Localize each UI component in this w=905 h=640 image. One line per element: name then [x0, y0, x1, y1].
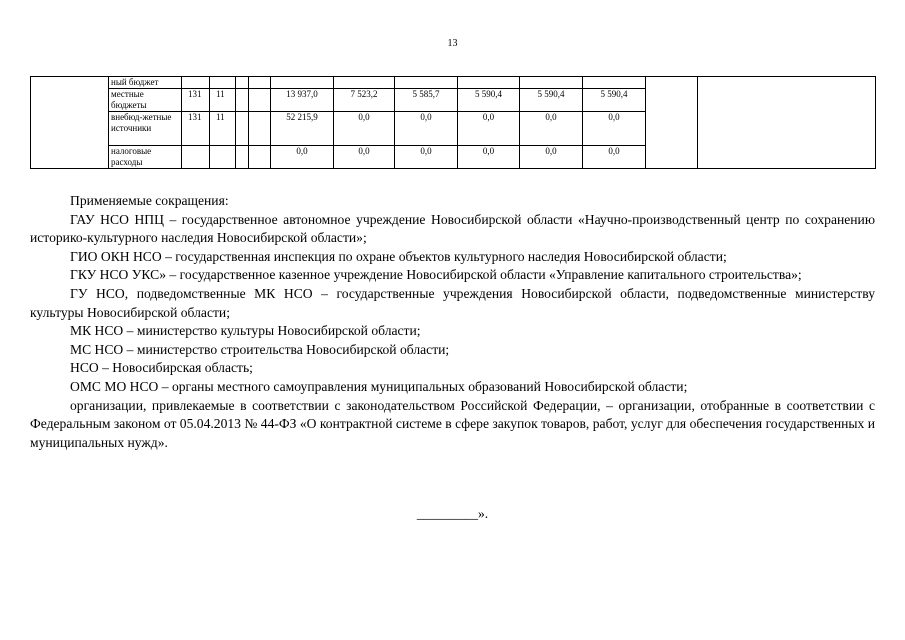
source-cell: местные бюджеты: [109, 89, 182, 112]
value-cell: 0,0: [334, 112, 395, 146]
abbreviations-heading: Применяемые сокращения:: [70, 193, 229, 208]
abbreviation-item: ОМС МО НСО – органы местного самоуправления муниципальных образований Новосибирской области;: [70, 378, 688, 394]
code-cell: [182, 146, 210, 169]
abbreviation-item: НСО – Новосибирская область;: [70, 360, 253, 376]
value-cell: [271, 77, 334, 89]
source-cell: ный бюджет: [109, 77, 182, 89]
code-cell: [210, 146, 236, 169]
merged-right-cell: [698, 77, 876, 169]
source-cell: внебюд-жетные источники: [109, 112, 182, 146]
value-cell: [334, 77, 395, 89]
abbreviation-item: ГКУ НСО УКС» – государственное казенное учреждение Новосибирской области «Управление капитального строительства»;: [70, 267, 802, 283]
value-cell: 0,0: [334, 146, 395, 169]
code-cell: 11: [210, 112, 236, 146]
abbreviation-item: МС НСО – министерство строительства Новосибирской области;: [70, 341, 450, 357]
value-cell: [395, 77, 458, 89]
merged-left-cell: [31, 77, 109, 169]
table-row: [31, 77, 876, 89]
abbreviation-item: МК НСО – министерство культуры Новосибирской области;: [70, 323, 421, 339]
value-cell: 0,0: [520, 112, 583, 146]
value-cell: 0,0: [583, 112, 646, 146]
value-cell: 0,0: [395, 112, 458, 146]
merged-cell: [646, 77, 698, 169]
abbreviation-item: ГУ НСО, подведомственные МК НСО – государственные учреждения Новосибирской области, подведомственные министерству культуры Новосибирской области;: [30, 285, 875, 320]
code-cell: 131: [182, 112, 210, 146]
value-cell: 0,0: [271, 146, 334, 169]
value-cell: 0,0: [583, 146, 646, 169]
value-cell: 5 590,4: [458, 89, 520, 112]
abbreviation-item: организации, привлекаемые в соответствии с законодательством Российской Федерации, – организации, отобранные в соответствии с Федеральным законом от 05.04.2013 № 44-ФЗ «О контрактной системе в сфере закупок товаров, работ, услуг для обеспечения государственных и муниципальных нужд».: [30, 397, 875, 450]
code-cell: [182, 77, 210, 89]
value-cell: 13 937,0: [271, 89, 334, 112]
closing-line: _________».: [416, 506, 489, 521]
value-cell: 7 523,2: [334, 89, 395, 112]
abbreviations-section: [30, 192, 875, 452]
value-cell: [458, 77, 520, 89]
financing-table: [30, 76, 876, 169]
abbreviation-item: ГАУ НСО НПЦ – государственное автономное учреждение Новосибирской области «Научно-производственный центр по сохранению историко-культурного наследия Новосибирской области»;: [30, 211, 875, 246]
code-cell: 11: [210, 89, 236, 112]
code-cell: 131: [182, 89, 210, 112]
abbreviation-item: ГИО ОКН НСО – государственная инспекция по охране объектов культурного наследия Новосибирской области;: [70, 248, 727, 264]
value-cell: [520, 77, 583, 89]
page-number: 13: [447, 38, 458, 49]
source-cell: налоговые расходы: [109, 146, 182, 169]
value-cell: [583, 77, 646, 89]
value-cell: 0,0: [458, 112, 520, 146]
value-cell: 0,0: [458, 146, 520, 169]
value-cell: 5 590,4: [520, 89, 583, 112]
value-cell: 52 215,9: [271, 112, 334, 146]
value-cell: 0,0: [520, 146, 583, 169]
value-cell: 5 585,7: [395, 89, 458, 112]
value-cell: 5 590,4: [583, 89, 646, 112]
code-cell: [210, 77, 236, 89]
value-cell: 0,0: [395, 146, 458, 169]
